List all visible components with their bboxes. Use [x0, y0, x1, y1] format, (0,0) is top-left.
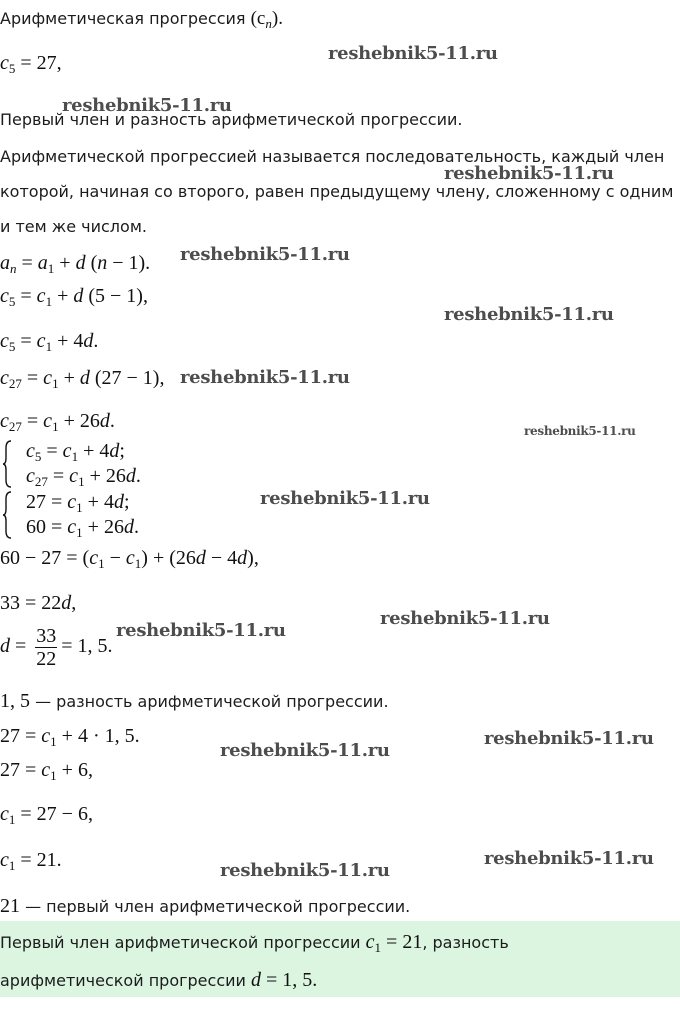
watermark: reshebnik5-11.ru [328, 43, 498, 64]
formula-general: $a_n = a_1 + d$ (n − 1). [0, 252, 151, 276]
watermark: reshebnik5-11.ru [220, 740, 390, 761]
system-brace-1 [2, 440, 12, 488]
difference-result: 1, 5 — разность арифметической прогрессии. [0, 690, 389, 712]
watermark: reshebnik5-11.ru [524, 424, 636, 438]
system2-eq1: $27 = c_1 + 4d$; [26, 491, 130, 515]
c1-step-3: $c_1 = 27 - 6$, [0, 803, 93, 827]
watermark: reshebnik5-11.ru [180, 367, 350, 388]
first-term-result: 21 — первый член арифметической прогрессии. [0, 895, 411, 917]
formula-c27-simplified: $c_{27} = c_1 + 26d$. [0, 410, 115, 434]
c1-step-1: $27 = c_1 + 4 \cdot 1$, 5. [0, 725, 140, 749]
formula-c27: $c_{27} = c_1 + d$ (27 − 1), [0, 367, 165, 391]
watermark: reshebnik5-11.ru [62, 95, 232, 116]
title-text: Арифметическая прогрессия [0, 9, 246, 28]
d-fraction-line: d = $\frac{33}{22}$ = 1, 5. [0, 625, 113, 670]
system1-eq1: $c_5 = c_1 + 4d$; [26, 440, 125, 464]
d-fraction: $\frac{33}{22}$ [36, 625, 57, 670]
given-c5: $c_5 = 27$, [0, 52, 62, 76]
system-brace-2 [2, 491, 12, 539]
watermark: reshebnik5-11.ru [260, 488, 430, 509]
watermark: reshebnik5-11.ru [444, 163, 614, 184]
watermark: reshebnik5-11.ru [180, 244, 350, 265]
answer-line-1: Первый член арифметической прогрессии $c_1 = 21$, разность [0, 931, 509, 955]
title-line [0, 8, 283, 30]
watermark: reshebnik5-11.ru [380, 608, 550, 629]
watermark: reshebnik5-11.ru [220, 860, 390, 881]
find-line: Первый член и разность арифметической прогрессии. [0, 110, 463, 129]
c1-step-4: $c_1 = 21$. [0, 849, 62, 873]
watermark: reshebnik5-11.ru [444, 304, 614, 325]
system1-eq2: $c_{27} = c_1 + 26d$. [26, 465, 141, 489]
answer-line-2: арифметической прогрессии d = 1, 5. [0, 969, 318, 991]
c1-step-2: $27 = c_1 + 6$, [0, 759, 93, 783]
equation-33: 33 = 22d, [0, 592, 77, 614]
watermark: reshebnik5-11.ru [484, 728, 654, 749]
definition-line-1: Арифметической прогрессией называется последовательность, каждый член [0, 147, 665, 166]
definition-line-2: которой, начиная со второго, равен предыдущему члену, сложенному с одним [0, 182, 674, 201]
subtraction-line: $60 - 27 = (c_1 - c_1) + (26d - 4d)$, [0, 547, 259, 571]
formula-c5-simplified: $c_5 = c_1 + 4d$. [0, 330, 99, 354]
system2-eq2: $60 = c_1 + 26d$. [26, 516, 139, 540]
title-seq: $(c_n)$. [250, 8, 283, 31]
watermark: reshebnik5-11.ru [116, 620, 286, 641]
definition-line-3: и тем же числом. [0, 217, 147, 236]
watermark: reshebnik5-11.ru [484, 848, 654, 869]
answer-box [0, 921, 680, 997]
formula-c5: $c_5 = c_1 + d$ (5 − 1), [0, 285, 148, 309]
